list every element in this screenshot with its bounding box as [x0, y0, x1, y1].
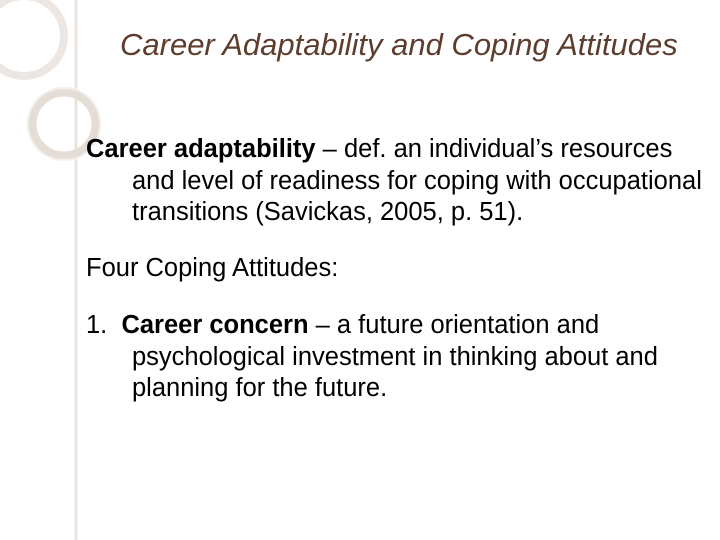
- definition-term: Career adaptability: [86, 135, 316, 163]
- coping-item-term: Career concern: [121, 311, 309, 339]
- slide-title: Career Adaptability and Coping Attitudes: [120, 27, 678, 62]
- decorative-ring-top: [0, 0, 64, 76]
- coping-item-number: 1.: [86, 311, 108, 339]
- definition-dash: –: [315, 135, 344, 163]
- coping-attitudes-heading: Four Coping Attitudes:: [86, 253, 339, 282]
- coping-item-1: [86, 310, 706, 405]
- slide-body: [86, 134, 706, 405]
- coping-item-text: a future orientation and psychological investment in thinking about and planning for the future.: [132, 311, 658, 402]
- definition-paragraph: [86, 134, 706, 229]
- coping-item-dash: –: [308, 311, 337, 339]
- definition-text: def. an individual’s resources and level of readiness for coping with occupational transitions (Savickas, 2005, p. 51).: [132, 135, 702, 226]
